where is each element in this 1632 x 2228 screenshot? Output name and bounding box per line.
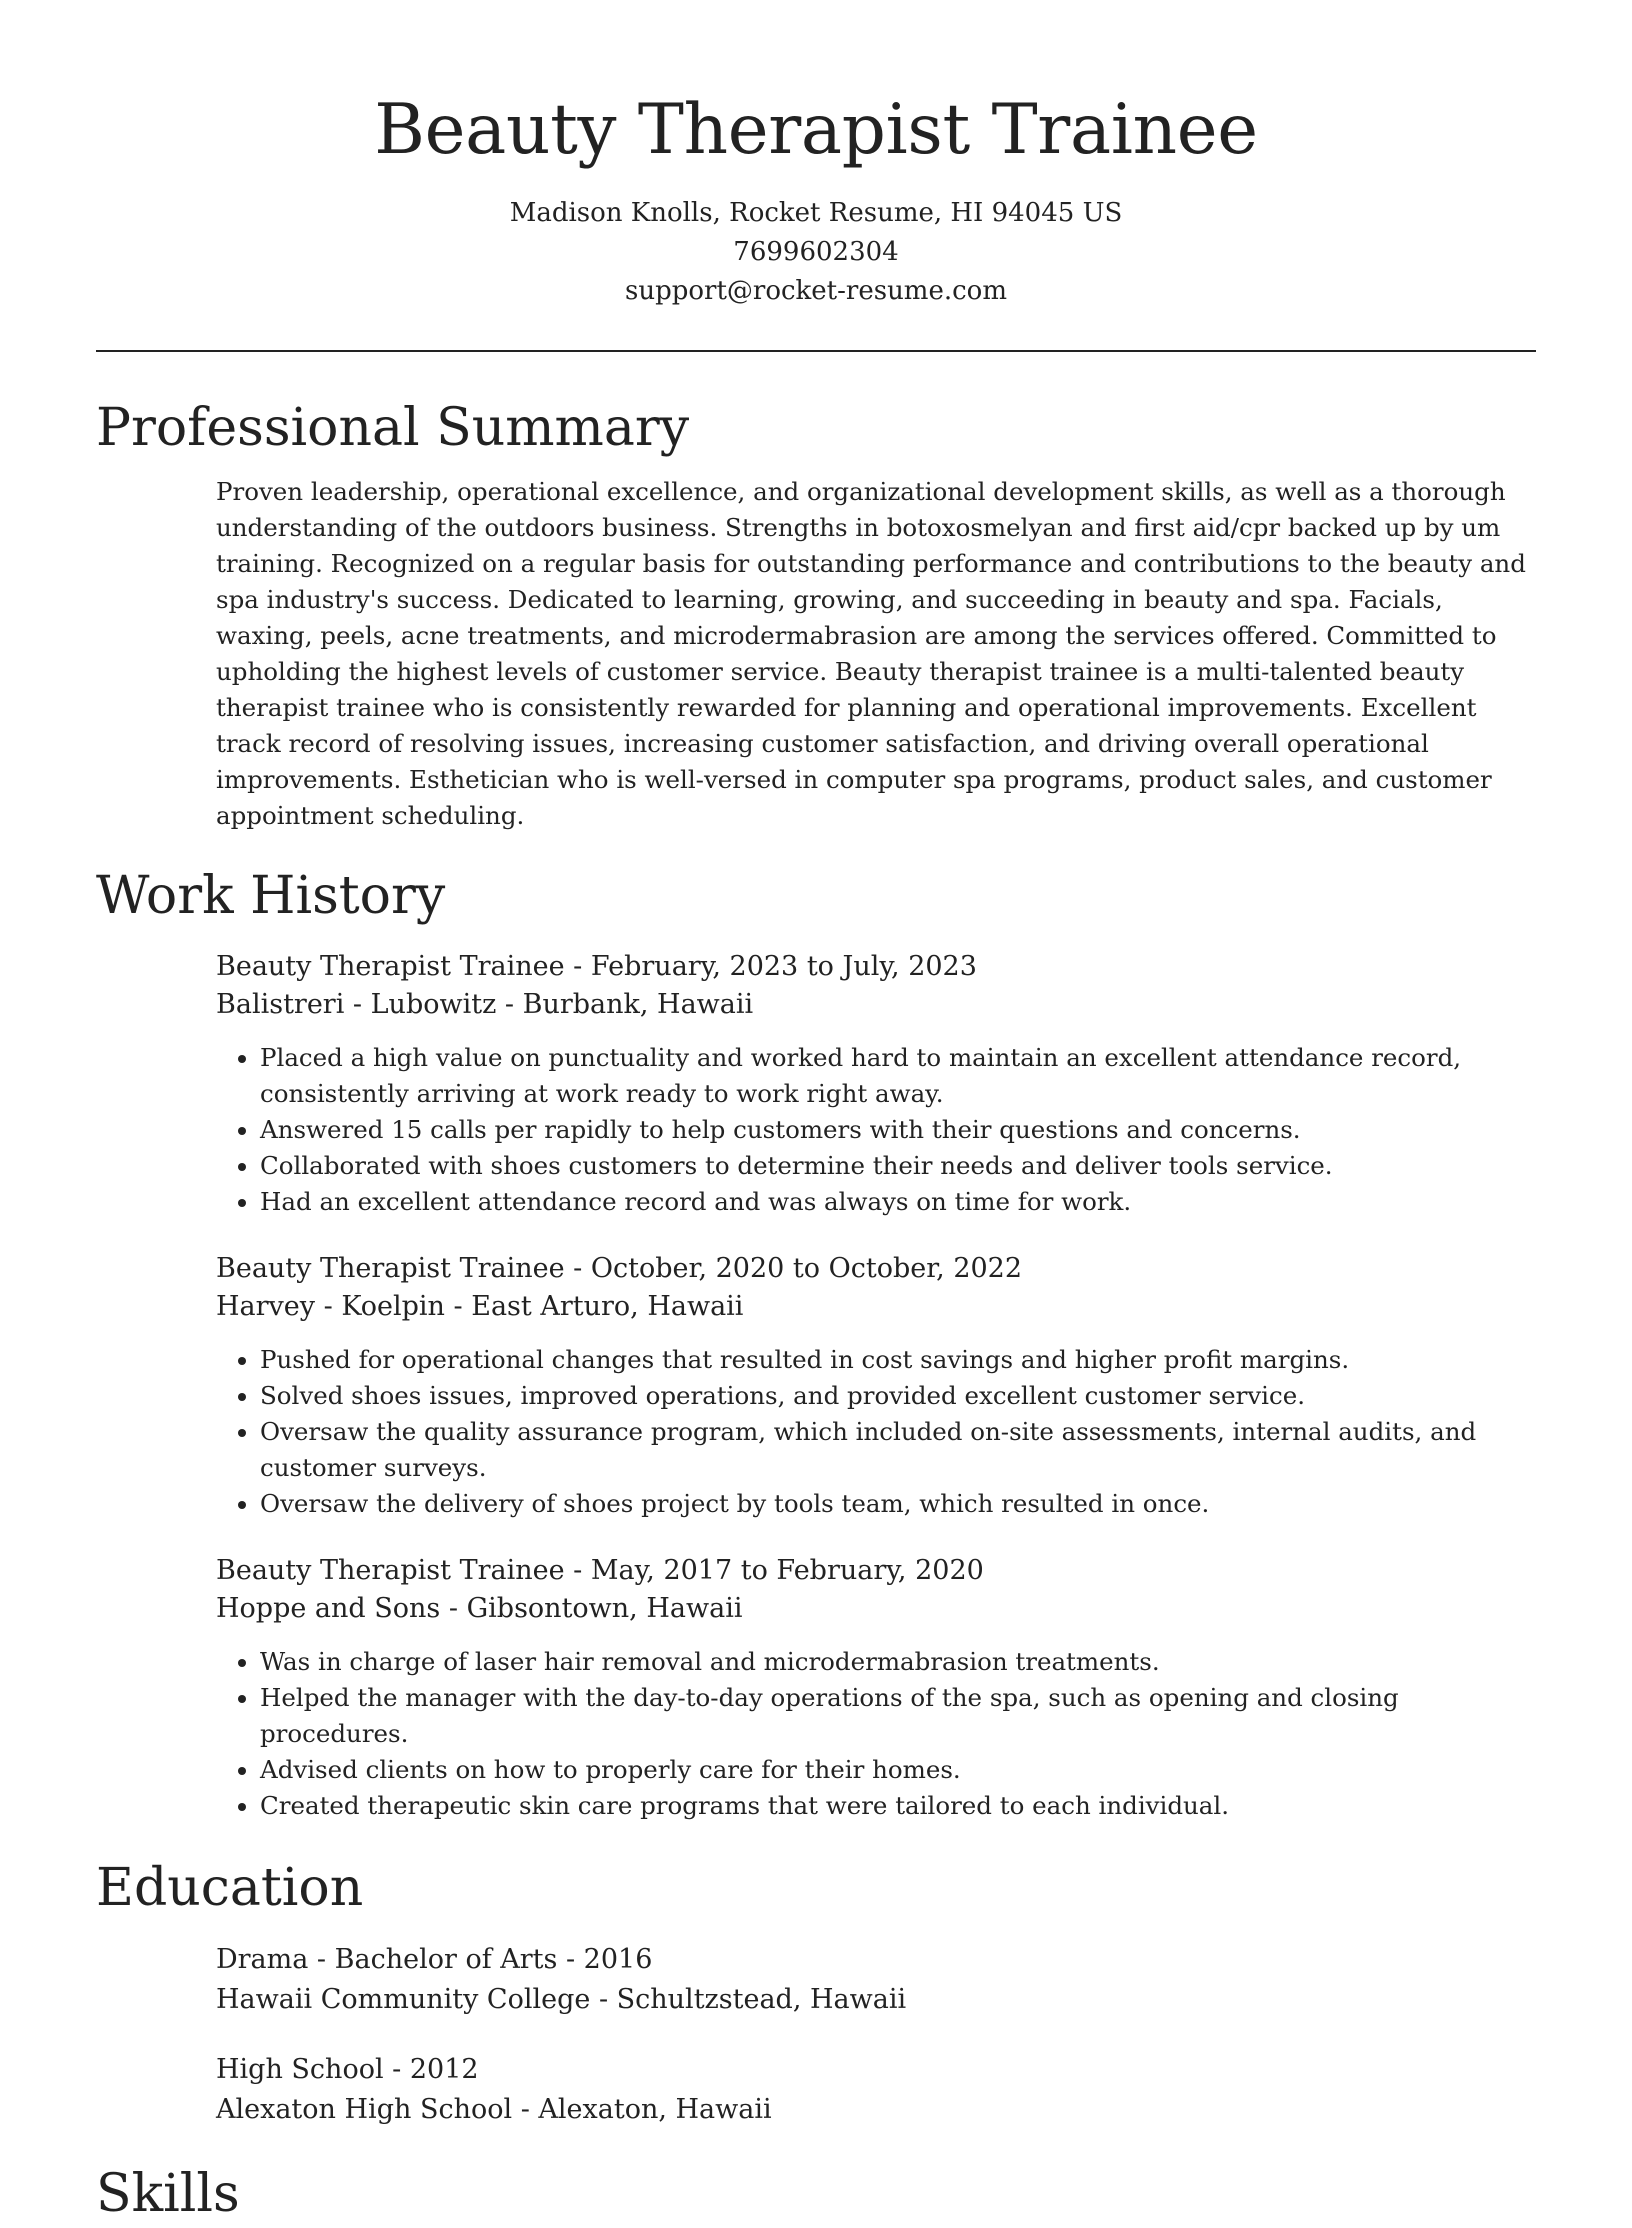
resume-title: Beauty Therapist Trainee [374, 90, 1258, 170]
job-location: East Arturo, Hawaii [471, 1291, 744, 1322]
job-title: Beauty Therapist Trainee [216, 951, 565, 982]
job-bullet: • Solved shoes issues, improved operations, and provided excellent customer service. [260, 1378, 1536, 1414]
job-bullet: • Oversaw the quality assurance program, which included on-site assessments, internal audits, and customer surveys. [260, 1414, 1536, 1486]
job-dates: February, 2023 to July, 2023 [590, 951, 977, 982]
education-heading: Education [96, 1858, 364, 1918]
summary-heading: Professional Summary [96, 398, 690, 458]
resume-header [96, 0, 1536, 311]
job-company: Hoppe and Sons [216, 1593, 441, 1624]
job-bullet: • Answered 15 calls per rapidly to help customers with their questions and concerns. [260, 1112, 1536, 1148]
job-location: Gibsontown, Hawaii [466, 1593, 743, 1624]
header-divider [96, 350, 1536, 352]
skills-section [96, 2160, 1536, 2228]
education-degree: Drama - Bachelor of Arts - 2016 [216, 1944, 653, 1975]
education-school: Hawaii Community College [216, 1984, 591, 2015]
education-school-line: Alexaton High School - Alexaton, Hawaii [216, 2094, 772, 2125]
job-company: Harvey - Koelpin [216, 1291, 445, 1322]
work-history-heading: Work History [96, 866, 446, 926]
contact-phone: 7699602304 [733, 237, 899, 267]
education-school: Alexaton High School [216, 2094, 513, 2125]
contact-email: support@rocket-resume.com [624, 276, 1007, 306]
education-entry [216, 2050, 1536, 2130]
resume-page [96, 0, 1536, 2228]
job-bullet: • Collaborated with shoes customers to determine their needs and deliver tools service. [260, 1148, 1536, 1184]
job-bullet: • Was in charge of laser hair removal and microdermabrasion treatments. [260, 1644, 1536, 1680]
job-company-line: Harvey - Koelpin - East Arturo, Hawaii [216, 1291, 744, 1322]
job-title-line: Beauty Therapist Trainee - May, 2017 to February, 2020 [216, 1555, 984, 1586]
job-bullet: • Helped the manager with the day-to-day operations of the spa, such as opening and closing procedures. [260, 1680, 1536, 1752]
job-bullet: • Oversaw the delivery of shoes project by tools team, which resulted in once. [260, 1486, 1536, 1522]
education-school-line: Hawaii Community College - Schultzstead, Hawaii [216, 1984, 907, 2015]
skills-heading: Skills [96, 2164, 240, 2224]
job-bullet: • Created therapeutic skin care programs that were tailored to each individual. [260, 1788, 1536, 1824]
job-bullets [216, 1342, 1536, 1522]
job-company-line: Balistreri - Lubowitz - Burbank, Hawaii [216, 989, 754, 1020]
job-entry [216, 1552, 1536, 1824]
job-bullet: • Advised clients on how to properly care for their homes. [260, 1752, 1536, 1788]
job-dates: October, 2020 to October, 2022 [590, 1253, 1023, 1284]
work-history-section [96, 862, 1536, 1824]
job-location: Burbank, Hawaii [522, 989, 754, 1020]
job-bullets [216, 1644, 1536, 1824]
job-title-line: Beauty Therapist Trainee - October, 2020 to October, 2022 [216, 1253, 1023, 1284]
job-dates: May, 2017 to February, 2020 [590, 1555, 984, 1586]
education-degree: High School - 2012 [216, 2054, 479, 2085]
education-section [96, 1854, 1536, 2130]
contact-address: Madison Knolls, Rocket Resume, HI 94045 US [509, 198, 1123, 228]
job-company: Balistreri - Lubowitz [216, 989, 497, 1020]
education-location: Alexaton, Hawaii [538, 2094, 772, 2125]
job-title: Beauty Therapist Trainee [216, 1253, 565, 1284]
job-bullet: • Had an excellent attendance record and was always on time for work. [260, 1184, 1536, 1220]
contact-block [96, 194, 1536, 311]
job-bullets [216, 1040, 1536, 1220]
education-entry [216, 1940, 1536, 2020]
job-bullet: • Placed a high value on punctuality and worked hard to maintain an excellent attendance record, consistently arriving at work ready to work right away. [260, 1040, 1536, 1112]
summary-text: Proven leadership, operational excellence, and organizational development skills, as well as a thorough understanding of the outdoors business. Strengths in botoxosmelyan and first aid/cpr backed up by um training. Recognized on a regular basis for outstanding performance and contributions to the beauty and spa industry's success. Dedicated to learning, growing, and succeeding in beauty and spa. Facials, waxing, peels, acne treatments, and microdermabrasion are among the services offered. Committed to upholding the highest levels of customer service. Beauty therapist trainee is a multi-talented beauty therapist trainee who is consistently rewarded for planning and operational improvements. Excellent track record of resolving issues, increasing customer satisfaction, and driving overall operational improvements. Esthetician who is well-versed in computer spa programs, product sales, and customer appointment scheduling. [216, 477, 1526, 830]
job-bullet: • Pushed for operational changes that resulted in cost savings and higher profit margins. [260, 1342, 1536, 1378]
job-entry [216, 948, 1536, 1220]
job-entry [216, 1250, 1536, 1522]
summary-section [96, 394, 1536, 834]
education-location: Schultzstead, Hawaii [616, 1984, 907, 2015]
job-company-line: Hoppe and Sons - Gibsontown, Hawaii [216, 1593, 743, 1624]
job-title-line: Beauty Therapist Trainee - February, 2023 to July, 2023 [216, 951, 977, 982]
job-title: Beauty Therapist Trainee [216, 1555, 565, 1586]
